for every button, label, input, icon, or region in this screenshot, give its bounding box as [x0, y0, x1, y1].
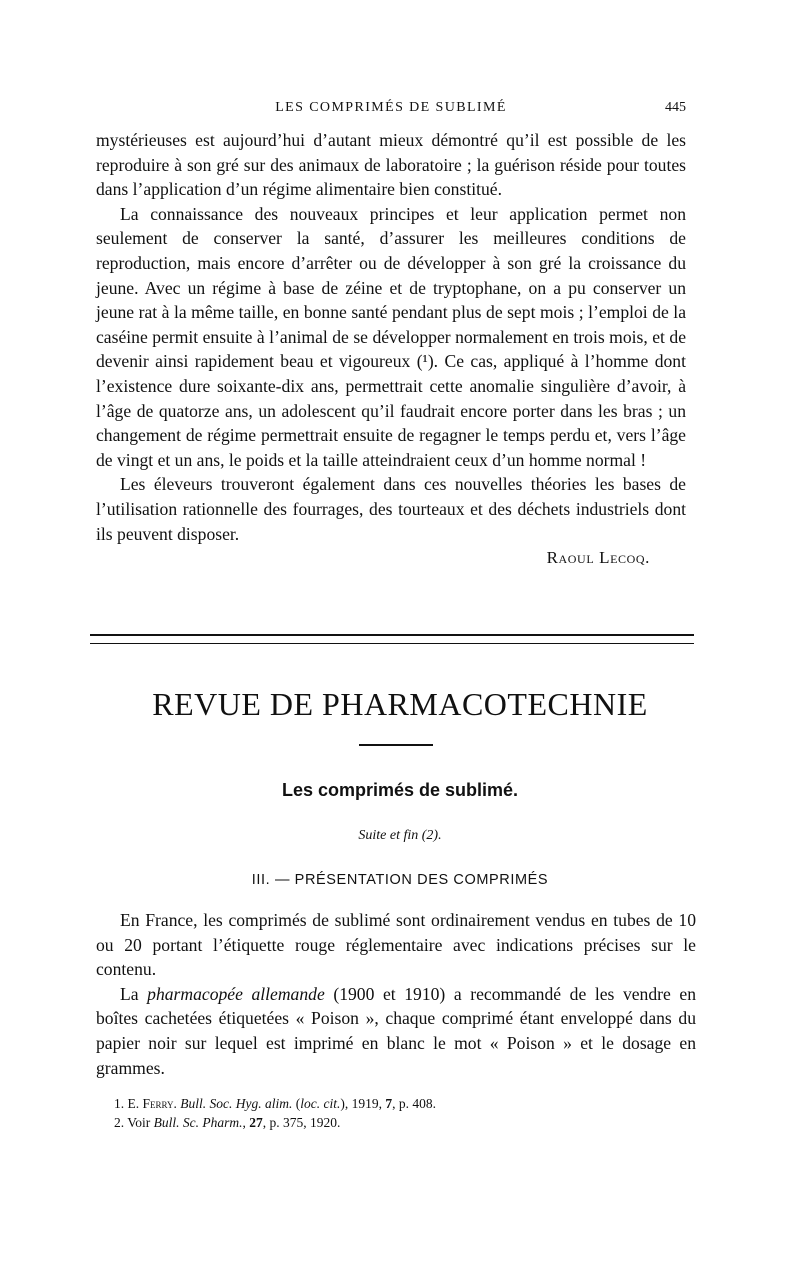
paragraph-nutrition-principles: La connaissance des nouveaux principes et leur application permet non seulement de conserver la santé, d’assurer les meilleures conditions de reproduction, mais encore d’arrêter ou de développer à son gré la croissance du jeune. Avec un régime à base de zéine et de tryptophane, on a pu conserver un jeune rat à la même taille, en bonne santé pendant plus de sept mois ; l’emploi de la caséine permit ensuite à l’animal de se développer normalement en trois mois, et de devenir ainsi rapidement beau et vigoureux (¹). Ce cas, appliqué à l’homme dont l’existence dure soixante-dix ans, permettrait cette anomalie singulière d’avoir, à l’âge de quatorze ans, un adolescent qu’il faudrait encore porter dans les bras ; un changement de régime permettrait ensuite de regagner le temps perdu et, vers l’âge de vingt et un ans, le poids et la taille atteindraient ceux d’un homme normal !: [96, 203, 686, 470]
paragraph-german-pharmacopoeia: [96, 982, 696, 1080]
footnote-1-page: , p. 408.: [392, 1096, 436, 1111]
p2-prefix: La: [120, 983, 148, 1004]
footnote-1-year: ), 1919,: [340, 1096, 386, 1111]
section-heading: III. — PRÉSENTATION DES COMPRIMÉS: [251, 872, 549, 888]
footnote-1-author: E. Ferry.: [127, 1096, 177, 1111]
footnote-1-paren-open: (: [292, 1096, 301, 1111]
pharmacopoeia-name: pharmacopée allemande: [147, 983, 325, 1004]
footnotes: [114, 1094, 634, 1132]
footnote-2-sep: ,: [242, 1115, 250, 1130]
footnote-2-volume: 27: [249, 1115, 263, 1130]
footnote-1-number: 1.: [114, 1096, 125, 1111]
running-head: [96, 100, 686, 124]
running-title: LES COMPRIMÉS DE SUBLIMÉ: [275, 100, 507, 115]
footnote-1-volume: 7: [385, 1096, 393, 1111]
article-subtitle: Suite et fin (2).: [358, 828, 442, 843]
footnote-1: [114, 1094, 634, 1113]
journal-section-title: REVUE DE PHARMACOTECHNIE: [152, 686, 648, 722]
previous-article-end: [96, 128, 686, 571]
separator-thick-rule: [90, 634, 694, 636]
footnote-2: [114, 1113, 634, 1132]
title-rule: [359, 744, 433, 746]
paragraph-breeders: Les éleveurs trouveront également dans ces nouvelles théories les bases de l’utilisation rationnelle des fourrages, des tourteaux et des déchets industriels dont ils peuvent disposer.: [96, 474, 686, 544]
page-number: 445: [665, 100, 686, 115]
footnote-2-journal: Bull. Sc. Pharm.: [153, 1115, 243, 1130]
footnote-2-prefix: Voir: [127, 1115, 154, 1130]
p2-rest: (1900 et 1910) a recommandé de les vendre en boîtes cachetées étiquetées « Poison », chaque comprimé étant enveloppé dans du papier noir sur lequel est imprimé en blanc le mot « Poison » et le dosage en grammes.: [96, 983, 696, 1078]
section-separator: [90, 634, 694, 644]
footnote-2-rest: , p. 375, 1920.: [262, 1115, 341, 1130]
footnote-1-loc-cit: loc. cit.: [300, 1096, 341, 1111]
new-article-body: [96, 908, 696, 1080]
article-title: Les comprimés de sublimé.: [281, 780, 519, 800]
paragraph-continuation: mystérieuses est aujourd’hui d’autant mieux démontré qu’il est possible de les reproduire à son gré sur des animaux de laboratoire ; la guérison réside pour toutes dans l’application d’un régime alimentaire bien constitué.: [96, 130, 686, 200]
footnote-1-journal: Bull. Soc. Hyg. alim.: [180, 1096, 293, 1111]
author-signature: Raoul Lecoq.: [546, 548, 650, 568]
separator-thin-rule: [90, 643, 694, 644]
paragraph-france-tubes: En France, les comprimés de sublimé sont ordinairement vendus en tubes de 10 ou 20 portant l’étiquette rouge réglementaire avec indications précises sur le contenu.: [96, 910, 696, 980]
footnote-2-number: 2.: [114, 1115, 125, 1130]
